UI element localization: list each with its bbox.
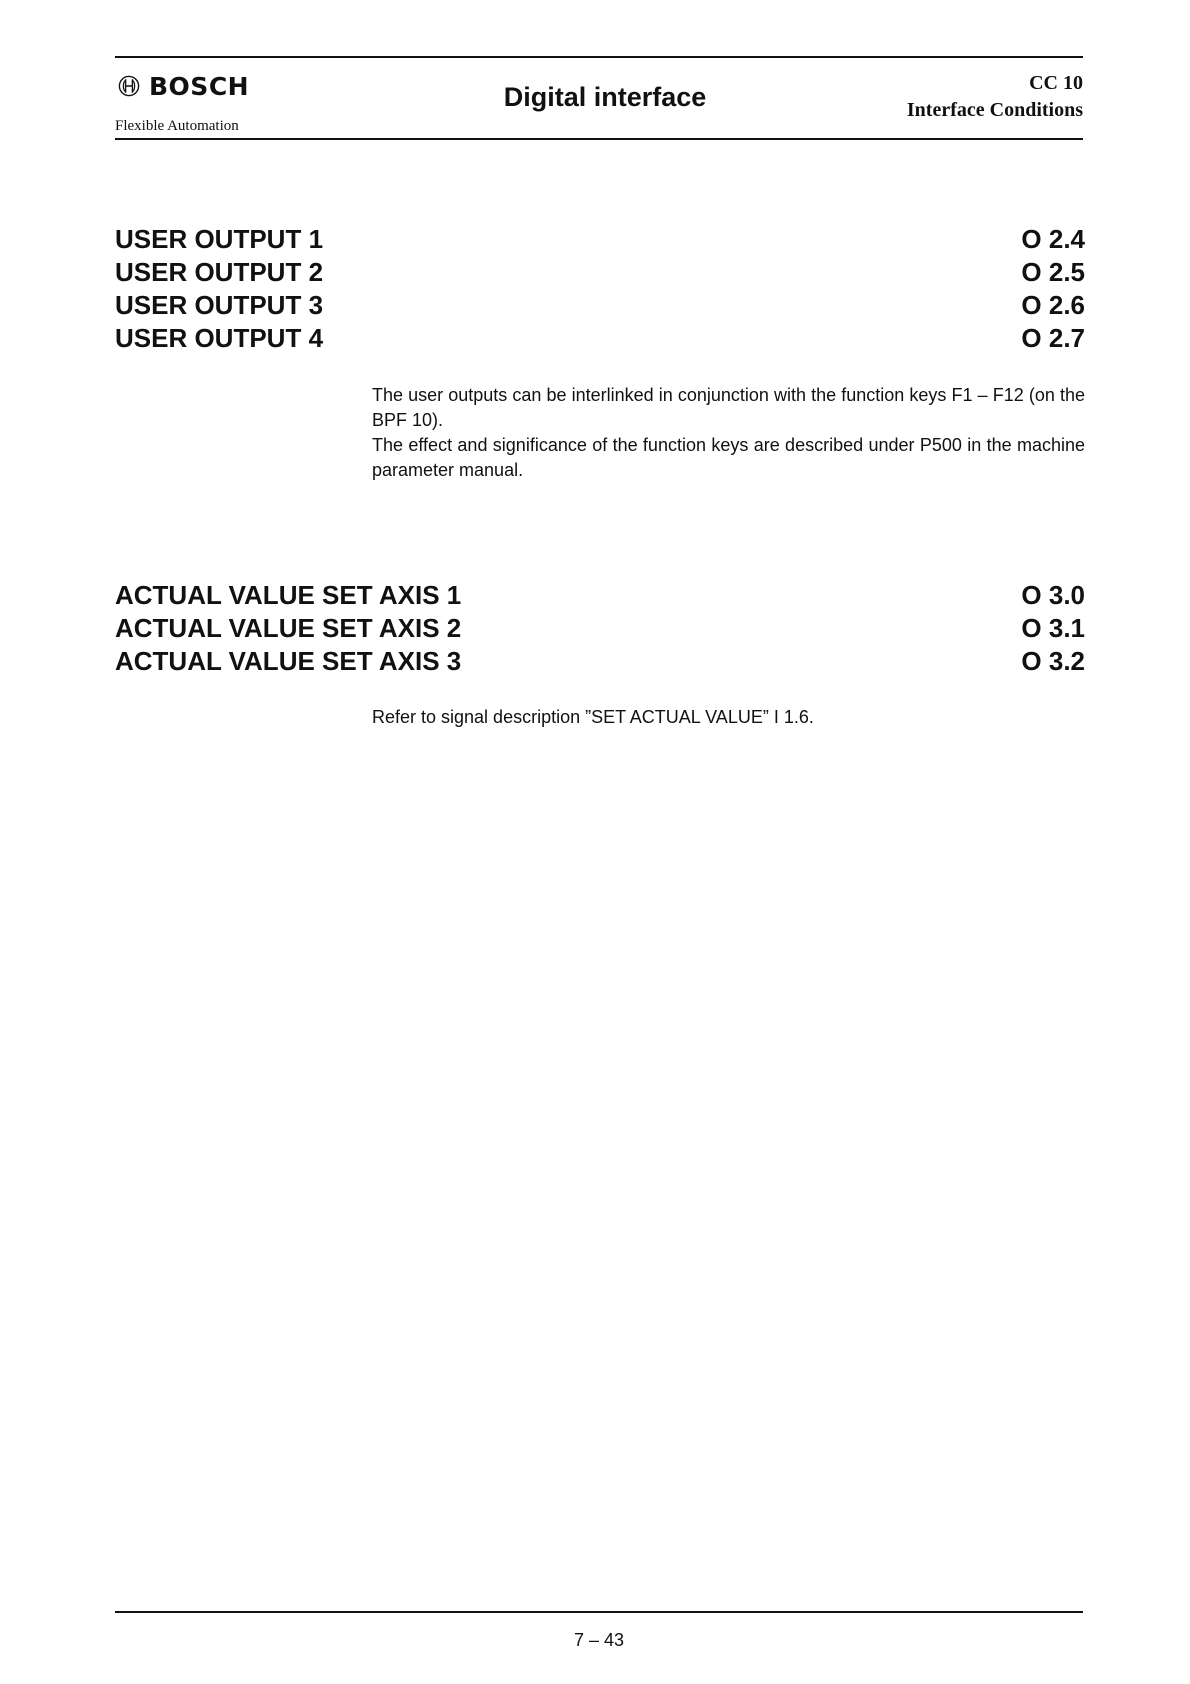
signal-row bbox=[115, 612, 1085, 645]
description-paragraph: The user outputs can be interlinked in conjunction with the function keys F1 – F12 (on the BPF 10). bbox=[372, 385, 1085, 430]
signal-address: O 2.5 bbox=[1021, 257, 1085, 287]
brand-name: BOSCH bbox=[149, 72, 250, 101]
signal-name: ACTUAL VALUE SET AXIS 3 bbox=[115, 646, 462, 676]
signal-address: O 3.1 bbox=[1021, 613, 1085, 643]
signal-row bbox=[115, 289, 1085, 322]
page-number: 7 – 43 bbox=[573, 1630, 625, 1650]
signal-row bbox=[115, 579, 1085, 612]
signal-name: USER OUTPUT 1 bbox=[115, 224, 324, 254]
signal-name: USER OUTPUT 3 bbox=[115, 290, 324, 320]
description-paragraph: Refer to signal description ”SET ACTUAL VALUE” I 1.6. bbox=[372, 707, 814, 727]
actual-value-signals bbox=[115, 579, 1085, 678]
actual-value-description bbox=[372, 705, 1085, 730]
user-output-signals bbox=[115, 223, 1085, 355]
header-right bbox=[907, 70, 1083, 124]
brand-subtitle: Flexible Automation bbox=[115, 118, 239, 134]
signal-name: USER OUTPUT 4 bbox=[115, 323, 324, 353]
description-paragraph: The effect and significance of the function keys are described under P500 in the machine parameter manual. bbox=[372, 435, 1085, 480]
footer-divider bbox=[115, 1611, 1083, 1613]
signal-address: O 3.2 bbox=[1021, 646, 1085, 676]
signal-row bbox=[115, 256, 1085, 289]
signal-row bbox=[115, 322, 1085, 355]
signal-name: USER OUTPUT 2 bbox=[115, 257, 324, 287]
signal-row bbox=[115, 645, 1085, 678]
product-name: CC 10 bbox=[1029, 72, 1083, 94]
signal-address: O 2.7 bbox=[1021, 323, 1085, 353]
user-output-description bbox=[372, 383, 1085, 483]
page-header bbox=[115, 56, 1083, 140]
signal-name: ACTUAL VALUE SET AXIS 2 bbox=[115, 613, 462, 643]
bosch-armature-icon bbox=[118, 75, 140, 97]
signal-address: O 3.0 bbox=[1021, 580, 1085, 610]
signal-address: O 2.6 bbox=[1021, 290, 1085, 320]
section-name: Interface Conditions bbox=[906, 99, 1083, 121]
document-title: Digital interface bbox=[503, 82, 707, 112]
signal-row bbox=[115, 223, 1085, 256]
signal-address: O 2.4 bbox=[1021, 224, 1085, 254]
signal-name: ACTUAL VALUE SET AXIS 1 bbox=[115, 580, 462, 610]
